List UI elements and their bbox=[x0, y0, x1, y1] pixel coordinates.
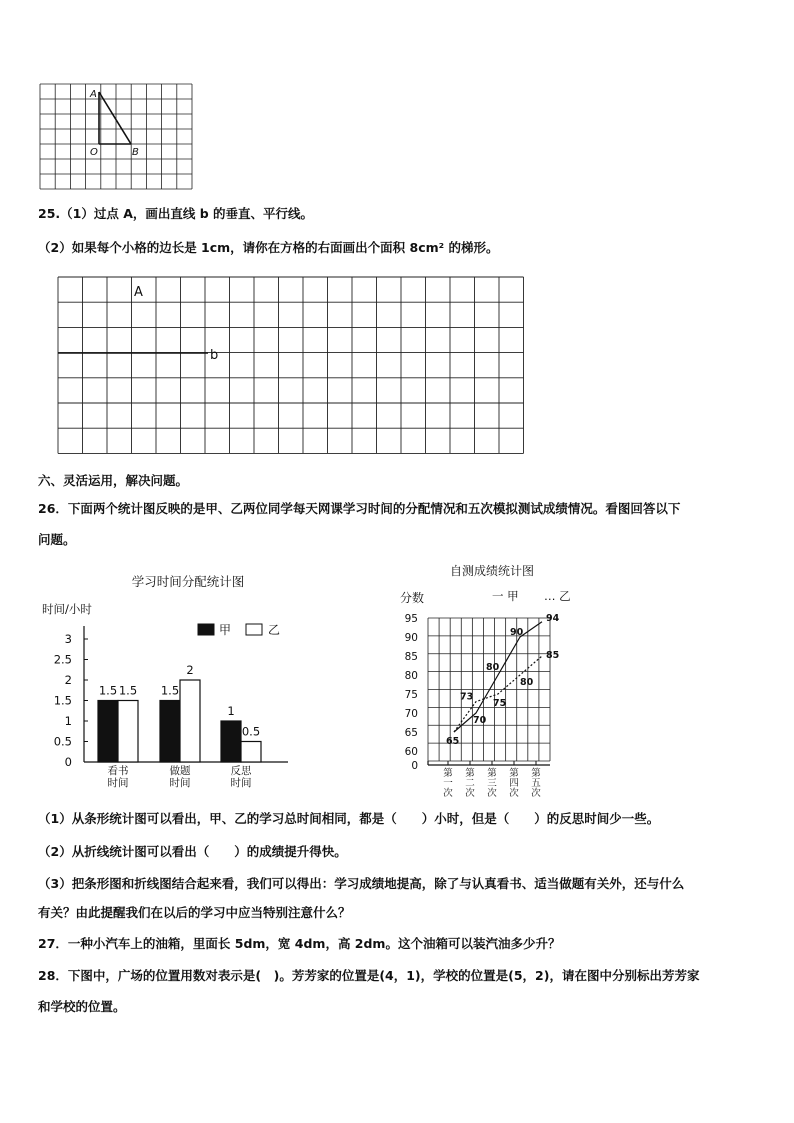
bar-value-label: 1 bbox=[227, 704, 235, 718]
line-chart-legend-item: … 乙 bbox=[544, 589, 571, 603]
line-point-label: 94 bbox=[546, 612, 560, 624]
line-chart-category-label: 第 bbox=[509, 768, 519, 779]
bar-category-label: 反思 bbox=[230, 765, 252, 777]
line-chart-y-tick-label: 60 bbox=[404, 746, 418, 758]
bar-category-label: 时间 bbox=[107, 777, 129, 789]
legend-swatch-yi bbox=[246, 624, 262, 635]
q28-line2: 和学校的位置。 bbox=[38, 999, 126, 1014]
legend-swatch-jia bbox=[198, 624, 214, 635]
bar-value-label: 0.5 bbox=[241, 724, 261, 739]
line-chart-y-tick-label: 90 bbox=[404, 632, 418, 644]
bar-chart-title: 学习时间分配统计图 bbox=[131, 574, 245, 589]
bar-chart-y-tick-label: 0.5 bbox=[53, 734, 72, 749]
line-point-label: 80 bbox=[486, 662, 500, 673]
line-chart-y-tick-label: 75 bbox=[404, 689, 418, 701]
line-chart-category-label: 次 bbox=[443, 788, 453, 799]
line-chart-category-label: 五 bbox=[531, 778, 541, 789]
line-chart-category-label: 第 bbox=[443, 768, 453, 779]
line-chart-y-tick-label: 95 bbox=[404, 613, 418, 625]
bar-chart-y-tick-label: 1 bbox=[64, 714, 72, 728]
section6-title: 六、灵活运用，解决问题。 bbox=[38, 473, 189, 488]
line-point-label: 80 bbox=[520, 677, 534, 688]
line-chart-category-label: 二 bbox=[465, 778, 475, 789]
point-a-label: A bbox=[90, 89, 97, 100]
grid-point-a-label: A bbox=[134, 285, 143, 300]
line-chart-category-label: 一 bbox=[443, 778, 453, 789]
bar-chart-y-tick-label: 2 bbox=[64, 673, 72, 687]
legend-label-yi: 乙 bbox=[268, 623, 281, 637]
q27-text: 27．一种小汽车上的油箱，里面长 5dm，宽 4dm，高 2dm。这个油箱可以装汽油多少升？ bbox=[38, 936, 561, 951]
bar-value-label: 1.5 bbox=[98, 683, 118, 698]
line-chart-category-label: 第 bbox=[531, 768, 541, 779]
bar-乙-2 bbox=[241, 742, 261, 763]
q26-sub2: （2）从折线统计图可以看出（ ）的成绩提升得快。 bbox=[38, 844, 347, 859]
line-b-label: b bbox=[210, 348, 219, 363]
line-chart-category-label: 次 bbox=[509, 788, 519, 799]
bar-value-label: 1.5 bbox=[160, 683, 180, 698]
q26-sub3-line1: （3）把条形图和折线图结合起来看，我们可以得出：学习成绩地提高，除了与认真看书、适当做题有关外，还与什么 bbox=[38, 876, 685, 891]
q25-line1: 25.（1）过点 A，画出直线 b 的垂直、平行线。 bbox=[38, 206, 314, 221]
bar-value-label: 2 bbox=[186, 663, 194, 677]
line-chart-category-label: 第 bbox=[487, 768, 497, 779]
small-grid-lines bbox=[40, 84, 192, 189]
bar-chart-y-tick-label: 3 bbox=[64, 632, 72, 646]
segment-a-b bbox=[99, 92, 131, 144]
bar-chart-y-tick-label: 1.5 bbox=[53, 693, 72, 708]
bar-category-label: 看书 bbox=[107, 765, 129, 777]
q26-sub3-line2: 有关？由此提醒我们在以后的学习中应当特别注意什么？ bbox=[38, 905, 351, 920]
bar-chart-y-tick-label: 2.5 bbox=[53, 652, 72, 667]
q26-sub1: （1）从条形统计图可以看出，甲、乙的学习总时间相同，都是（ ）小时，但是（ ）的反思时间少一些。 bbox=[38, 811, 660, 826]
bar-甲-0 bbox=[98, 701, 118, 763]
line-chart-category-label: 第 bbox=[465, 768, 475, 779]
line-chart-category-label: 次 bbox=[487, 788, 497, 799]
bar-category-label: 时间 bbox=[169, 777, 191, 789]
line-chart-ylabel: 分数 bbox=[400, 591, 425, 605]
point-b-label: B bbox=[132, 147, 139, 158]
line-point-label: 90 bbox=[510, 627, 524, 638]
bar-甲-1 bbox=[160, 701, 180, 763]
q26-line2: 问题。 bbox=[38, 532, 76, 547]
q28-line1: 28．下图中，广场的位置用数对表示是( )。芳芳家的位置是(4，1)，学校的位置是(5，2)，请在图中分别标出芳芳家 bbox=[38, 968, 700, 983]
q26-line1: 26．下面两个统计图反映的是甲、乙两位同学每天网课学习时间的分配情况和五次模拟测试成绩情况。看图回答以下 bbox=[38, 501, 681, 516]
bar-乙-1 bbox=[180, 680, 200, 762]
line-chart-category-label: 四 bbox=[509, 778, 519, 789]
line-chart-y-tick-label: 85 bbox=[404, 651, 418, 663]
q25-line2: （2）如果每个小格的边长是 1cm，请你在方格的右面画出个面积 8cm² 的梯形。 bbox=[38, 240, 499, 255]
line-point-label: 65 bbox=[446, 736, 460, 747]
line-point-label: 85 bbox=[546, 650, 560, 661]
line-chart-category-label: 三 bbox=[487, 778, 497, 789]
bar-chart-ylabel: 时间/小时 bbox=[42, 602, 92, 616]
line-chart-category-label: 次 bbox=[531, 788, 541, 799]
line-point-label: 73 bbox=[460, 691, 474, 703]
line-chart-y-tick-label: 70 bbox=[404, 708, 418, 720]
bar-甲-2 bbox=[221, 721, 241, 762]
small-grid-figure bbox=[38, 82, 194, 192]
bar-乙-0 bbox=[118, 701, 138, 763]
bar-category-label: 时间 bbox=[230, 777, 252, 789]
line-chart-y-tick-label: 65 bbox=[404, 727, 418, 739]
large-grid-figure bbox=[56, 275, 526, 457]
bar-chart-y-tick-label: 0 bbox=[64, 755, 72, 769]
line-chart bbox=[392, 558, 572, 803]
line-point-label: 75 bbox=[493, 698, 507, 709]
legend-label-jia: 甲 bbox=[219, 623, 232, 637]
bar-value-label: 1.5 bbox=[118, 683, 138, 698]
line-point-label: 70 bbox=[473, 715, 487, 726]
point-o-label: O bbox=[90, 147, 98, 158]
large-grid-lines bbox=[58, 277, 524, 453]
line-chart-y-tick-label: 0 bbox=[411, 760, 418, 772]
line-chart-y-tick-label: 80 bbox=[404, 670, 418, 682]
line-chart-legend-item: 一 甲 bbox=[492, 589, 519, 603]
line-chart-title: 自测成绩统计图 bbox=[449, 564, 535, 578]
line-chart-category-label: 次 bbox=[465, 788, 475, 799]
bar-category-label: 做题 bbox=[169, 765, 191, 777]
bar-chart bbox=[38, 568, 338, 798]
